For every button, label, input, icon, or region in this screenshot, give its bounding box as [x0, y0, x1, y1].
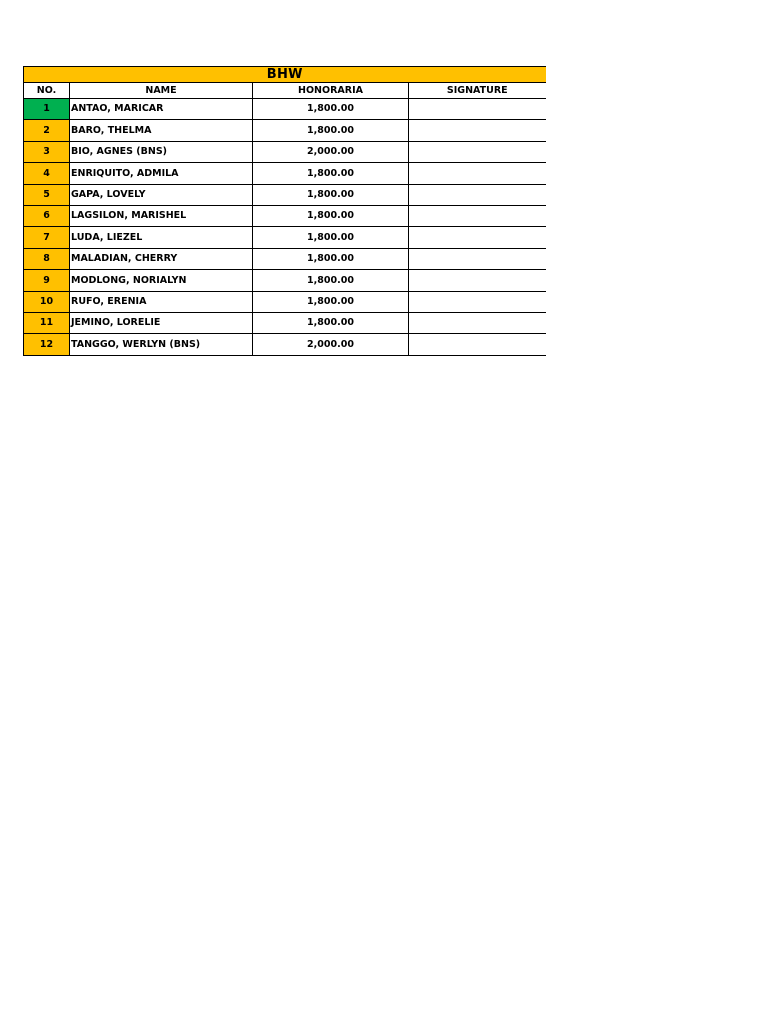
signature-cell[interactable] — [409, 227, 546, 248]
name-cell[interactable]: JEMINO, LORELIE — [70, 312, 253, 333]
honoraria-cell[interactable]: 1,800.00 — [253, 312, 409, 333]
honoraria-cell[interactable]: 2,000.00 — [253, 141, 409, 162]
table-row — [24, 291, 546, 312]
name-cell[interactable]: LUDA, LIEZEL — [70, 227, 253, 248]
honoraria-cell[interactable]: 1,800.00 — [253, 120, 409, 141]
table-row — [24, 270, 546, 291]
row-number-cell[interactable]: 1 — [24, 99, 70, 120]
signature-cell[interactable] — [409, 205, 546, 226]
column-header-signature[interactable]: SIGNATURE — [409, 83, 546, 99]
table-row — [24, 334, 546, 355]
name-cell[interactable]: TANGGO, WERLYN (BNS) — [70, 334, 253, 355]
honoraria-cell[interactable]: 1,800.00 — [253, 270, 409, 291]
signature-cell[interactable] — [409, 163, 546, 184]
row-number-cell[interactable]: 9 — [24, 270, 70, 291]
honoraria-cell[interactable]: 1,800.00 — [253, 163, 409, 184]
row-number-cell[interactable]: 11 — [24, 312, 70, 333]
signature-cell[interactable] — [409, 141, 546, 162]
row-number-cell[interactable]: 2 — [24, 120, 70, 141]
column-header-honoraria[interactable]: HONORARIA — [253, 83, 409, 99]
signature-cell[interactable] — [409, 334, 546, 355]
table-row — [24, 141, 546, 162]
table-row — [24, 184, 546, 205]
name-cell[interactable]: MODLONG, NORIALYN — [70, 270, 253, 291]
row-number-cell[interactable]: 10 — [24, 291, 70, 312]
honoraria-cell[interactable]: 1,800.00 — [253, 184, 409, 205]
sheet-title[interactable]: BHW — [24, 67, 546, 83]
name-cell[interactable]: GAPA, LOVELY — [70, 184, 253, 205]
signature-cell[interactable] — [409, 184, 546, 205]
honoraria-table — [23, 66, 546, 356]
row-number-cell[interactable]: 5 — [24, 184, 70, 205]
title-row — [24, 67, 546, 83]
row-number-cell[interactable]: 4 — [24, 163, 70, 184]
row-number-cell[interactable]: 8 — [24, 248, 70, 269]
table-row — [24, 248, 546, 269]
row-number-cell[interactable]: 7 — [24, 227, 70, 248]
honoraria-cell[interactable]: 2,000.00 — [253, 334, 409, 355]
signature-cell[interactable] — [409, 270, 546, 291]
name-cell[interactable]: BARO, THELMA — [70, 120, 253, 141]
signature-cell[interactable] — [409, 291, 546, 312]
table-row — [24, 120, 546, 141]
honoraria-cell[interactable]: 1,800.00 — [253, 227, 409, 248]
table-row — [24, 99, 546, 120]
signature-cell[interactable] — [409, 312, 546, 333]
name-cell[interactable]: BIO, AGNES (BNS) — [70, 141, 253, 162]
table-row — [24, 227, 546, 248]
honoraria-cell[interactable]: 1,800.00 — [253, 99, 409, 120]
row-number-cell[interactable]: 12 — [24, 334, 70, 355]
honoraria-cell[interactable]: 1,800.00 — [253, 291, 409, 312]
name-cell[interactable]: ANTAO, MARICAR — [70, 99, 253, 120]
header-row — [24, 83, 546, 99]
name-cell[interactable]: LAGSILON, MARISHEL — [70, 205, 253, 226]
column-header-name[interactable]: NAME — [70, 83, 253, 99]
signature-cell[interactable] — [409, 120, 546, 141]
row-number-cell[interactable]: 6 — [24, 205, 70, 226]
column-header-no[interactable]: NO. — [24, 83, 70, 99]
name-cell[interactable]: RUFO, ERENIA — [70, 291, 253, 312]
name-cell[interactable]: MALADIAN, CHERRY — [70, 248, 253, 269]
row-number-cell[interactable]: 3 — [24, 141, 70, 162]
honoraria-cell[interactable]: 1,800.00 — [253, 205, 409, 226]
signature-cell[interactable] — [409, 248, 546, 269]
name-cell[interactable]: ENRIQUITO, ADMILA — [70, 163, 253, 184]
signature-cell[interactable] — [409, 99, 546, 120]
table-row — [24, 163, 546, 184]
table-row — [24, 205, 546, 226]
table-row — [24, 312, 546, 333]
honoraria-cell[interactable]: 1,800.00 — [253, 248, 409, 269]
